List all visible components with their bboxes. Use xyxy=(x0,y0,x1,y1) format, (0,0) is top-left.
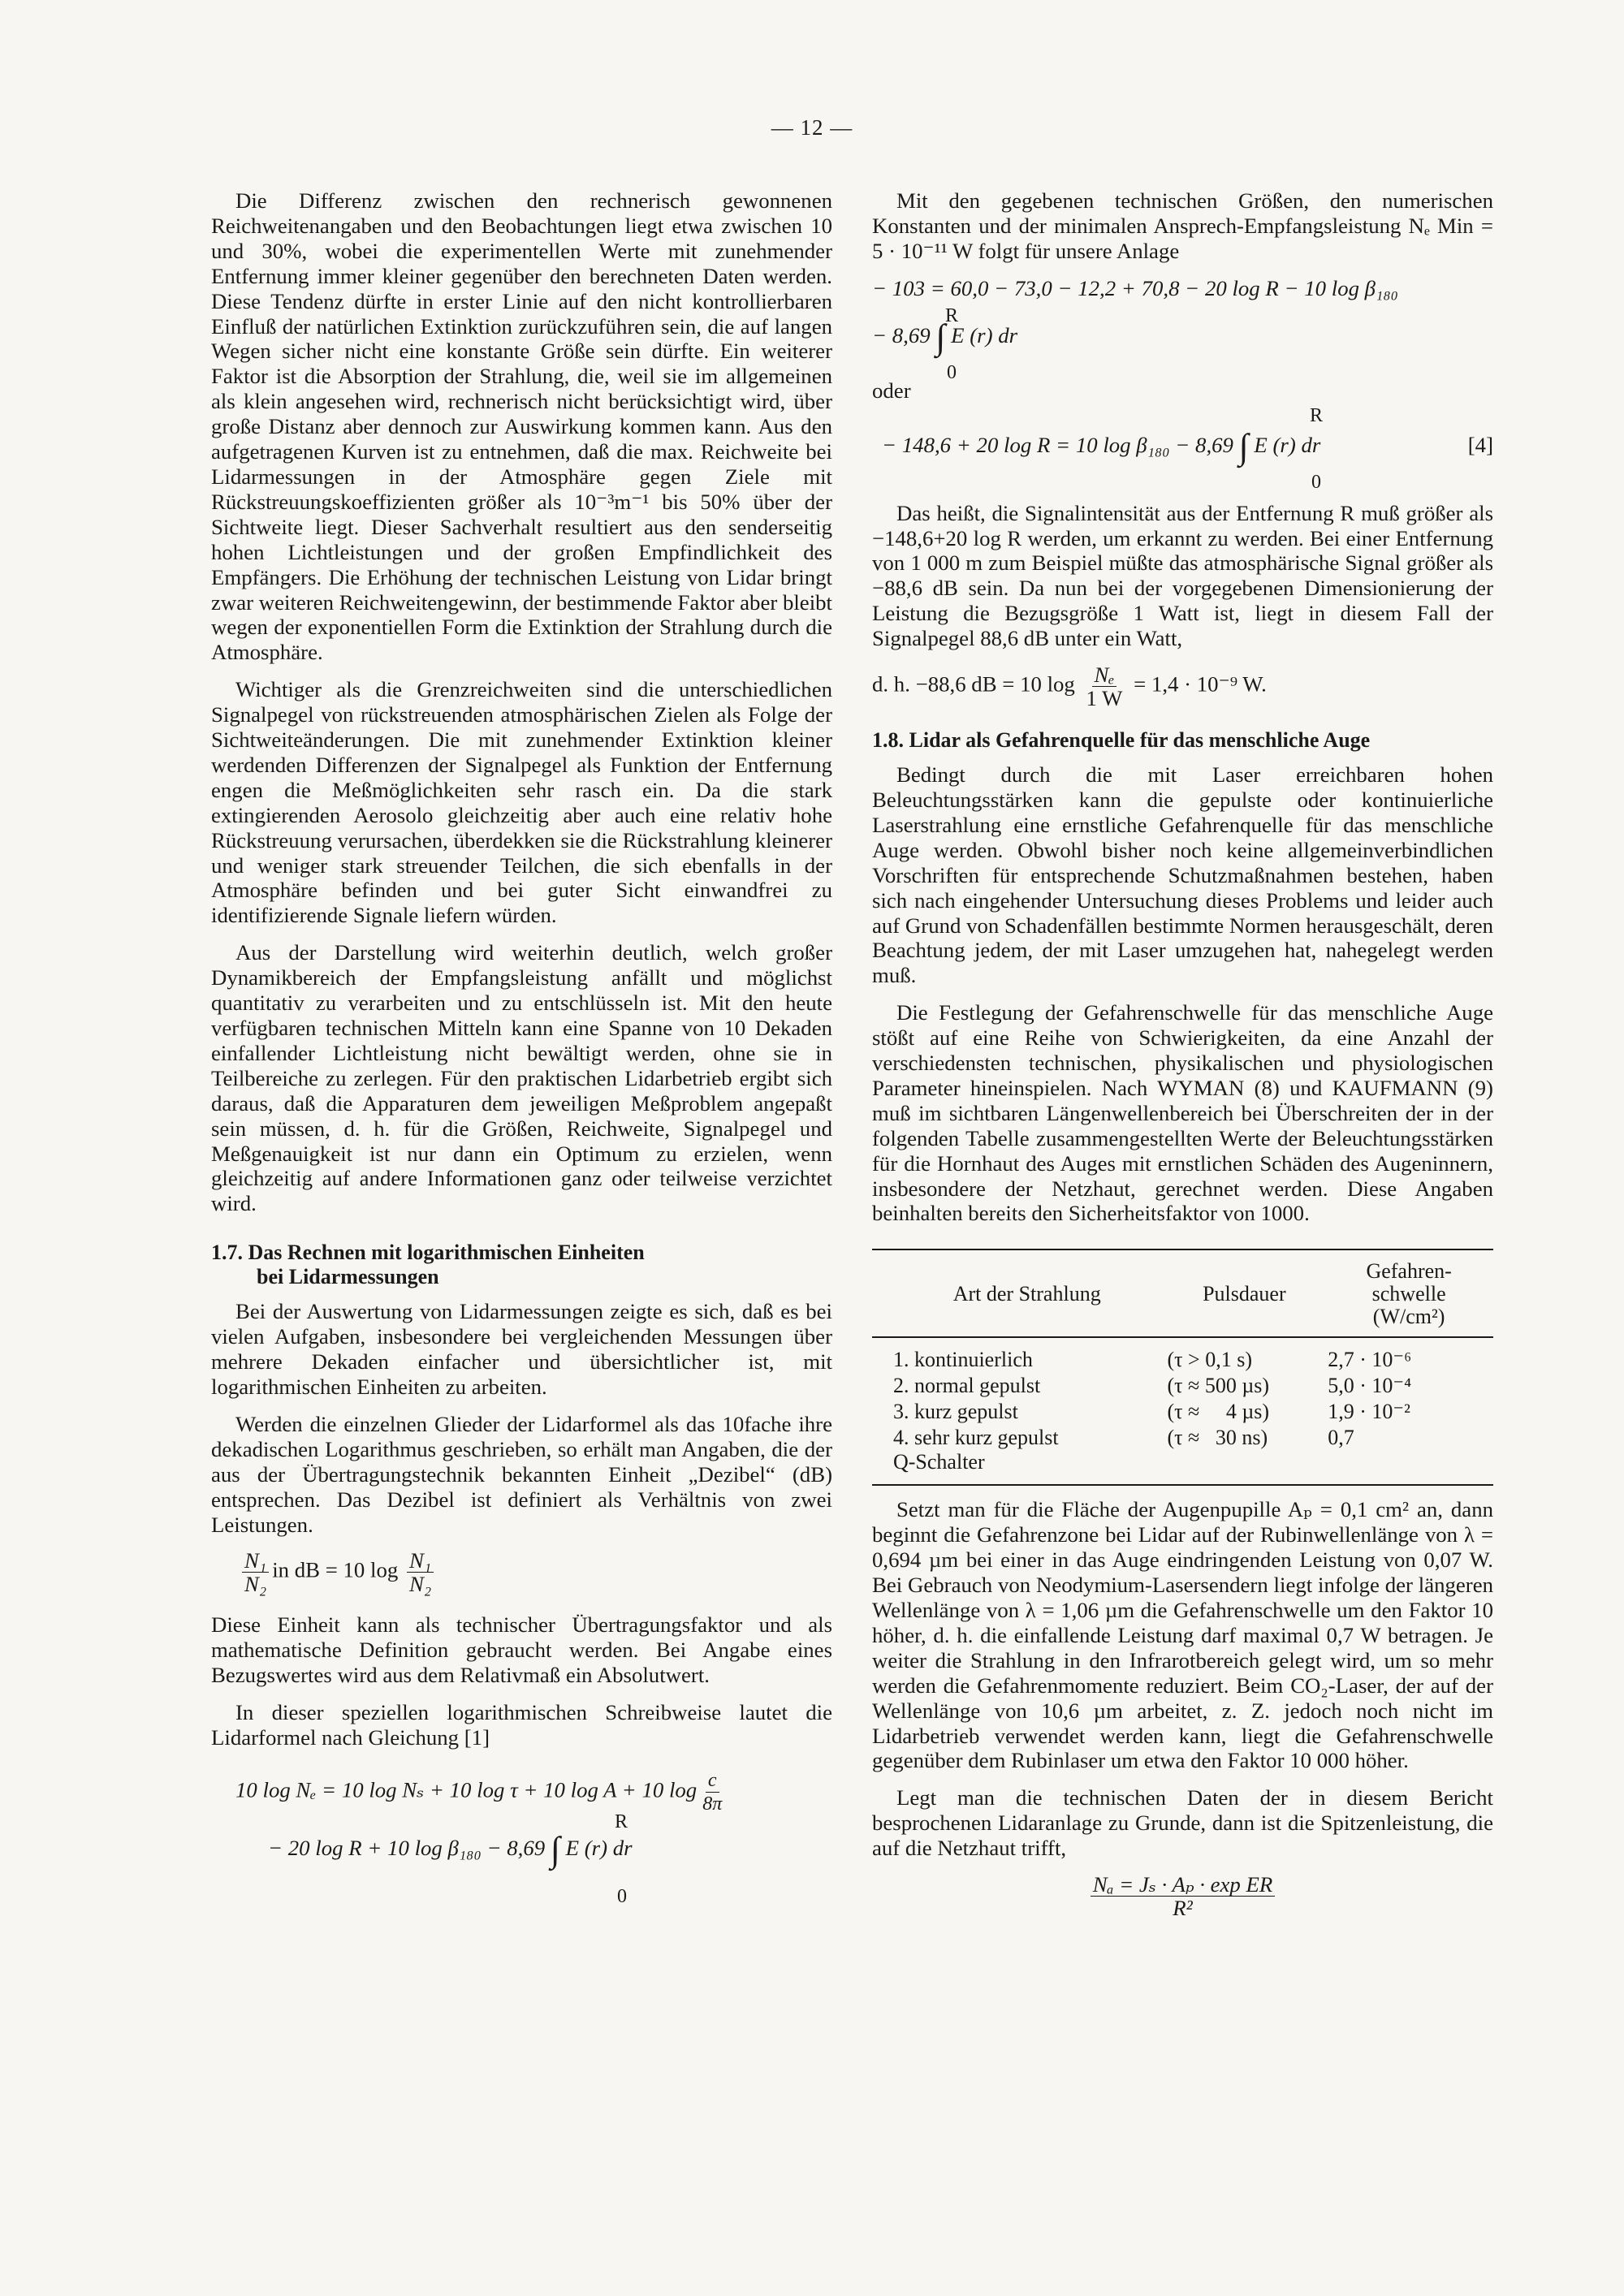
fraction-c-8pi: $\frac{c}{8\pi}$ xyxy=(702,1769,723,1815)
section-heading-1-7-line1: 1.7. Das Rechnen mit logarithmischen Einheiten xyxy=(211,1241,645,1265)
paragraph-dynamic-range: Aus der Darstellung wird weiterhin deutlich, welch großer Dynamikbereich der Empfangsleistung anfällt und möglichst quantitativ zu verarbeiten und zu entschlüsseln ist. Mit den heute verfügbaren technischen Mitteln kann eine Spanne von 10 Dekaden einfallender Lichtleistung nicht bewältigt werden, ohne sie in Teilbereiche zu zerlegen. Für den praktischen Lidarbetrieb ergibt sich daraus, daß die Apparaturen dem jeweiligen Meßproblem angepaßt sein müssen, d. h. für die Größen, Reichweite, Signalpegel und Meßgenauigkeit ist nur dann ein Optimum zu erzielen, wenn gleichzeitig auf andere Informationen ganz oder teilweise verzichtet wird. xyxy=(211,940,832,1216)
table-row: 2. normal gepulst (τ ≈ 500 µs) 5,0 · 10⁻⁴ xyxy=(893,1374,1412,1398)
integral-upper-limit: R xyxy=(945,304,959,326)
integral-lower-limit: 0 xyxy=(1311,471,1321,493)
paragraph-pupil-area: Setzt man für die Fläche der Augenpupille Aₚ = 0,1 cm² an, dann beginnt die Gefahrenzone bei Lidar auf der Rubinwellenlänge von λ = 0,694 µm bei einer in das Auge eindringenden Leistung von 0,07 W. Bei Gebrauch von Neodymium-Lasersendern liegt infolge der längeren Wellenlänge von λ = 1,06 µm die Gefahrenschwelle um den Faktor 10 höher, d. h. die einfallende Leistung darf maximal 0,7 W betragen. Je weiter die Strahlung in den Infrarotbereich gelegt wird, um so mehr werden die Gefahrenmomente reduziert. Beim CO₂-Laser, der auf der Wellenlänge von 10,6 µm arbeitet, z. Z. jedoch noch nicht im Lidarbetrieb verwendet werden kann, liegt die Gefahrenschwelle gegenüber dem Rubinlaser um etwa den Faktor 10 000 höher. xyxy=(872,1497,1493,1773)
table-header-schwelle: Gefahren- schwelle (W/cm²) xyxy=(1366,1259,1452,1329)
paragraph-danger-threshold: Die Festlegung der Gefahrenschwelle für das menschliche Auge stößt auf eine Reihe von Schwierigkeiten, da eine Anzahl der verschiedensten technischen, physikalischen und physiologischen Parameter hineinspielen. Nach WYMAN (8) und KAUFMANN (9) muß im sichtbaren Längenwellenbereich bei Überschreiten der in der folgenden Tabelle zusammengestellten Werte der Beleuchtungsstärken für die Hornhaut des Auges mit ernstlichen Schäden des Augeninnern, insbesondere der Netzhaut, gerechnet werden. Diese Angaben beinhalten bereits den Sicherheitsfaktor von 1000. xyxy=(872,1000,1493,1226)
paragraph-signal-intensity: Das heißt, die Signalintensität aus der Entfernung R muß größer als −148,6+20 log R werden, um erkannt zu werden. Bei einer Entfernung von 1 000 m zum Beispiel müßte das atmosphärische Signal größer als −88,6 dB sein. Da nun bei der vorgegebenen Dimensionierung der Leistung die Bezugsgröße 1 Watt ist, liegt in diesem Fall der Signalpegel 88,6 dB unter ein Watt, xyxy=(872,500,1493,651)
formula-4-line: − 148,6 + 20 log R = 10 log β₁₈₀ − 8,69 ∫ E (r) dr xyxy=(882,426,1321,467)
paragraph-range-deviation: Die Differenz zwischen den rechnerisch gewonnenen Reichweitenangaben und den Beobachtungen liegt etwa zwischen 10 und 30%, wobei die experimentellen Werte mit zunehmender Entfernung immer kleiner gegenüber den berechneten Daten werden. Diese Tendenz dürfte in erster Linie auf den nicht kontrollierbaren Einfluß der natürlichen Extinktion zurückzuführen sein, die auf langen Wegen sicher nicht eine konstante Größe sein dürfte. Ein weiterer Faktor ist die Absorption der Strahlung, die, weil sie im allgemeinen als klein angesehen wird, rechnerisch nicht berücksichtigt wird, über große Distanz aber dennoch zur Auswirkung kommen kann. Aus den aufgetragenen Kurven ist zu entnehmen, daß die max. Reichweite bei Lidarmessungen in der Atmosphäre gegen Ziele mit Rückstreuungskoeffizienten größer als 10⁻³m⁻¹ bis 50% über der Sichtweite liegt. Dieser Sachverhalt resultiert aus den senderseitig hohen Lichtleistungen und der großen Empfindlichkeit des Empfängers. Die Erhöhung der technischen Leistung von Lidar bringt zwar weiteren Reichweitengewinn, der bestimmende Faktor aber bleibt wegen der exponentiellen Form die Extinktion der Strahlung durch die Atmosphäre. xyxy=(211,188,832,665)
text-oder: oder xyxy=(872,378,911,403)
formula-retina-power xyxy=(872,1873,1493,1930)
integral-sign: ∫ xyxy=(935,317,946,357)
integral-lower-limit: 0 xyxy=(617,1885,627,1907)
formula-system-balance xyxy=(872,275,1493,383)
table-header-art: Art der Strahlung xyxy=(952,1282,1101,1306)
formula-decibel: $\frac{\text{N₁}}{\text{N₂}}$ in dB = 10 log $\frac{\text{N₁}}{\text{N₂}}$ xyxy=(239,1549,832,1606)
integral-lower-limit: 0 xyxy=(947,361,957,383)
integral-sign: ∫ xyxy=(550,1829,560,1870)
formula-lidar-line2: − 20 log R + 10 log β₁₈₀ − 8,69 ∫ E (r) dr xyxy=(268,1829,633,1870)
right-column xyxy=(872,188,1493,1930)
paragraph-minimum-power: Mit den gegebenen technischen Größen, den numerischen Konstanten und der minimalen Ansprech-Empfangsleistung Nₑ Min = 5 · 10⁻¹¹ W folgt für unsere Anlage xyxy=(872,188,1493,263)
paragraph-signal-levels: Wichtiger als die Grenzreichweiten sind die unterschiedlichen Signalpegel von rückstreuenden atmosphärischen Zielen als Folge der Sichtweiteänderungen. Die mit zunehmender Extinktion kleiner werdenden Differenzen der Signalpegel als Funktion der Entfernung engen die Meßmöglichkeiten sehr rasch ein. Da die stark extingierenden Aerosolo gleichzeitig aber auch eine relativ hohe Rückstreuung verursachen, überdekken sie die Rückstrahlung kleinerer und weniger stark streuender Teilchen, die sich ebenfalls in der Atmosphäre befinden und bei guter Sicht einwandfrei zu identifizierende Signale liefern würden. xyxy=(211,677,832,928)
equation-number-4: [4] xyxy=(1467,432,1493,457)
table-row: 1. kontinuierlich (τ > 0,1 s) 2,7 · 10⁻⁶ xyxy=(893,1348,1412,1372)
formula-4 xyxy=(872,404,1493,501)
paragraph-peak-power: Legt man die technischen Daten der in diesem Bericht besprochenen Lidaranlage zu Grunde, dann ist die Spitzenleistung, die auf die Netzhaut trifft, xyxy=(872,1785,1493,1861)
integral-sign: ∫ xyxy=(1238,426,1249,467)
paragraph-decibel: Werden die einzelnen Glieder der Lidarformel als das 10fache ihre dekadischen Logarithmus geschrieben, so erhält man Angaben, die der aus der Übertragungstechnik bekannten Einheit „Dezibel“ (dB) entsprechen. Das Dezibel ist definiert als Verhältnis von zwei Leistungen. xyxy=(211,1411,832,1537)
section-heading-1-7 xyxy=(211,1241,832,1289)
danger-threshold-table xyxy=(872,1249,1493,1486)
fraction-na: $\frac{\text{Nₐ = Jₛ · Aₚ · exp ER}}{\text{R²}}$ xyxy=(1091,1873,1276,1919)
integral-upper-limit: R xyxy=(615,1810,628,1832)
table-header-pulsdauer: Pulsdauer xyxy=(1203,1282,1286,1306)
left-column xyxy=(211,188,832,1909)
section-heading-1-8: 1.8. Lidar als Gefahrenquelle für das menschliche Auge xyxy=(872,728,1371,753)
page-number: — 12 — xyxy=(771,115,853,140)
paragraph-unit-usage: Diese Einheit kann als technischer Übertragungsfaktor und als mathematische Definition gebraucht werden. Bei Angabe eines Bezugswertes wird aus dem Relativmaß ein Absolutwert. xyxy=(211,1612,832,1688)
formula-balance-line1: − 103 = 60,0 − 73,0 − 12,2 + 70,8 − 20 log R − 10 log β₁₈₀ xyxy=(872,275,1398,300)
paragraph-log-units: Bei der Auswertung von Lidarmessungen zeigte es sich, daß es bei vielen Aufgaben, insbesondere bei vergleichenden Messungen über mehrere Dekaden einfacher und übersichtlicher ist, mit logarithmischen Einheiten zu arbeiten. xyxy=(211,1299,832,1399)
integral-upper-limit: R xyxy=(1310,404,1324,426)
table-row: 3. kurz gepulst (τ ≈ 4 µs) 1,9 · 10⁻² xyxy=(893,1400,1410,1424)
formula-lidar-log xyxy=(211,1763,832,1909)
paragraph-lidar-formula-intro: In dieser speziellen logarithmischen Schreibweise lautet die Lidarformel nach Gleichung [1] xyxy=(211,1700,832,1750)
section-heading-1-7-line2: bei Lidarmessungen xyxy=(257,1265,439,1289)
fraction-n1-n2-log: $\frac{\text{N₁}}{\text{N₂}}$ xyxy=(407,1549,434,1595)
formula-signal-watt: d. h. −88,6 dB = 10 log $\frac{\text{Nₑ}}{1 W}$ = 1,4 · 10⁻⁹ W. xyxy=(872,662,1267,711)
formula-lidar-line1: 10 log Nₑ = 10 log Nₛ + 10 log τ + 10 log A + 10 log $\frac{c}{8\pi}$ xyxy=(235,1769,728,1815)
formula-balance-line2: − 8,69 ∫ E (r) dr xyxy=(872,317,1018,357)
table-row: 4. sehr kurz gepulst Q-Schalter (τ ≈ 30 ns) 0,7 xyxy=(893,1426,1354,1474)
fraction-n1-n2: $\frac{\text{N₁}}{\text{N₂}}$ xyxy=(242,1549,269,1595)
paragraph-laser-danger: Bedingt durch die mit Laser erreichbaren hohen Beleuchtungsstärken kann die gepulste oder kontinuierliche Laserstrahlung eine ernstliche Gefahrenquelle für das menschliche Auge werden. Obwohl bisher noch keine allgemeinverbindlichen Vorschriften für entsprechende Schutzmaßnahmen bestehen, haben sich nach eingehender Untersuchung dieses Problems und leider auch auf Grund von Schadenfällen bestimmte Normen herausgeschält, deren Beachtung jedem, der mit Laser umzugehen hat, nahegelegt werden muß. xyxy=(872,762,1493,988)
fraction-ne-1w: $\frac{\text{Nₑ}}{1 W}$ xyxy=(1086,662,1123,711)
table-header-row xyxy=(872,1249,1493,1337)
